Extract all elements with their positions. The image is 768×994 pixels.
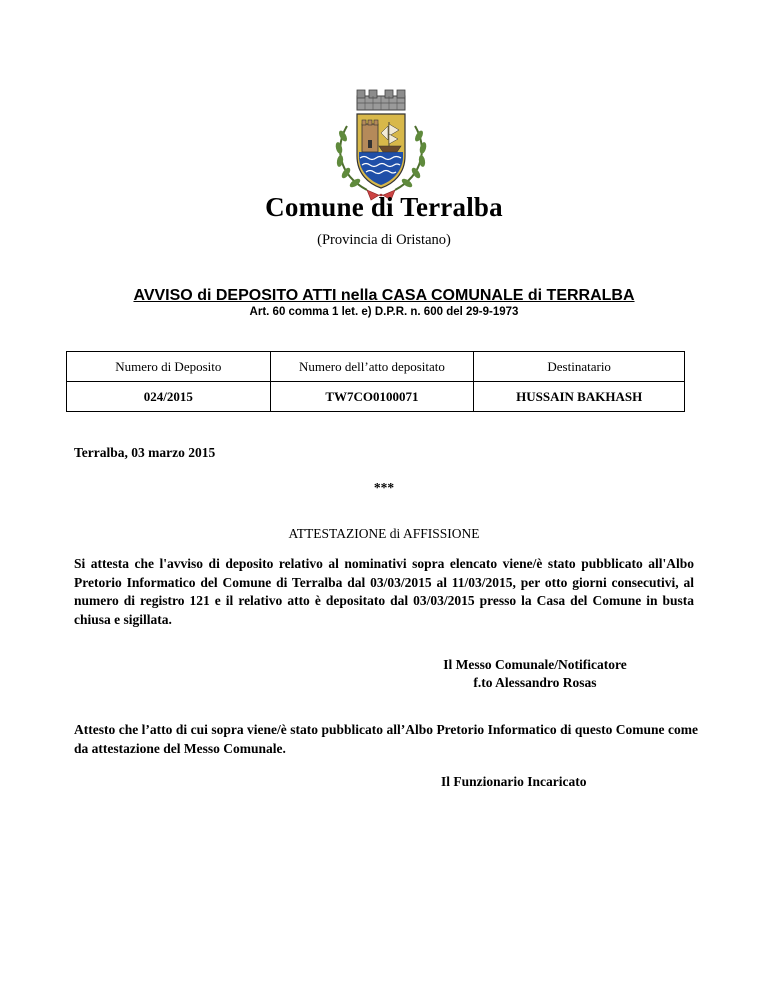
municipal-coat-of-arms [327,86,435,204]
table-header-cell: Numero dell’atto depositato [270,352,474,382]
table-header-cell: Destinatario [474,352,685,382]
legal-reference: Art. 60 comma 1 let. e) D.P.R. n. 600 del 29-9-1973 [249,306,519,318]
deposit-table [66,351,685,412]
place-date: Terralba, 03 marzo 2015 [74,445,216,460]
attestation-title: ATTESTAZIONE di AFFISSIONE [288,526,480,541]
shield-icon [357,114,405,188]
table-cell: HUSSAIN BAKHASH [474,382,685,412]
table-row [67,382,685,412]
province-subtitle: (Provincia di Oristano) [317,232,451,248]
table-header-row [67,352,685,382]
signer-name: f.to Alessandro Rosas [473,675,597,690]
official-signer-role: Il Funzionario Incaricato [441,774,587,789]
notice-title: AVVISO di DEPOSITO ATTI nella CASA COMUNALE di TERRALBA [133,287,635,304]
table-header-cell: Numero di Deposito [67,352,271,382]
table-cell: TW7CO0100071 [270,382,474,412]
separator: *** [373,480,395,495]
table-cell: 024/2015 [67,382,271,412]
attestation-text: Si attesta che l'avviso di deposito relativo al nominativi sopra elencato viene/è stato pubblicato all'Albo Pretorio Informatico del Comune di Terralba dal 03/03/2015 al 11/03/2015, per otto giorni consecutivi, al numero di registro 121 e il relativo atto è depositato dal 03/03/2015 presso la Casa del Comune in busta chiusa e sigillata. [74,556,694,627]
crown-icon [357,90,405,110]
signer-role: Il Messo Comunale/Notificatore [443,657,627,672]
page-title: Comune di Terralba [265,192,503,222]
second-attestation-text: Attesto che l’atto di cui sopra viene/è stato pubblicato all’Albo Pretorio Informatico di questo Comune come da attestazione del Messo Comunale. [74,722,698,756]
notifier-signature-block [424,656,646,692]
